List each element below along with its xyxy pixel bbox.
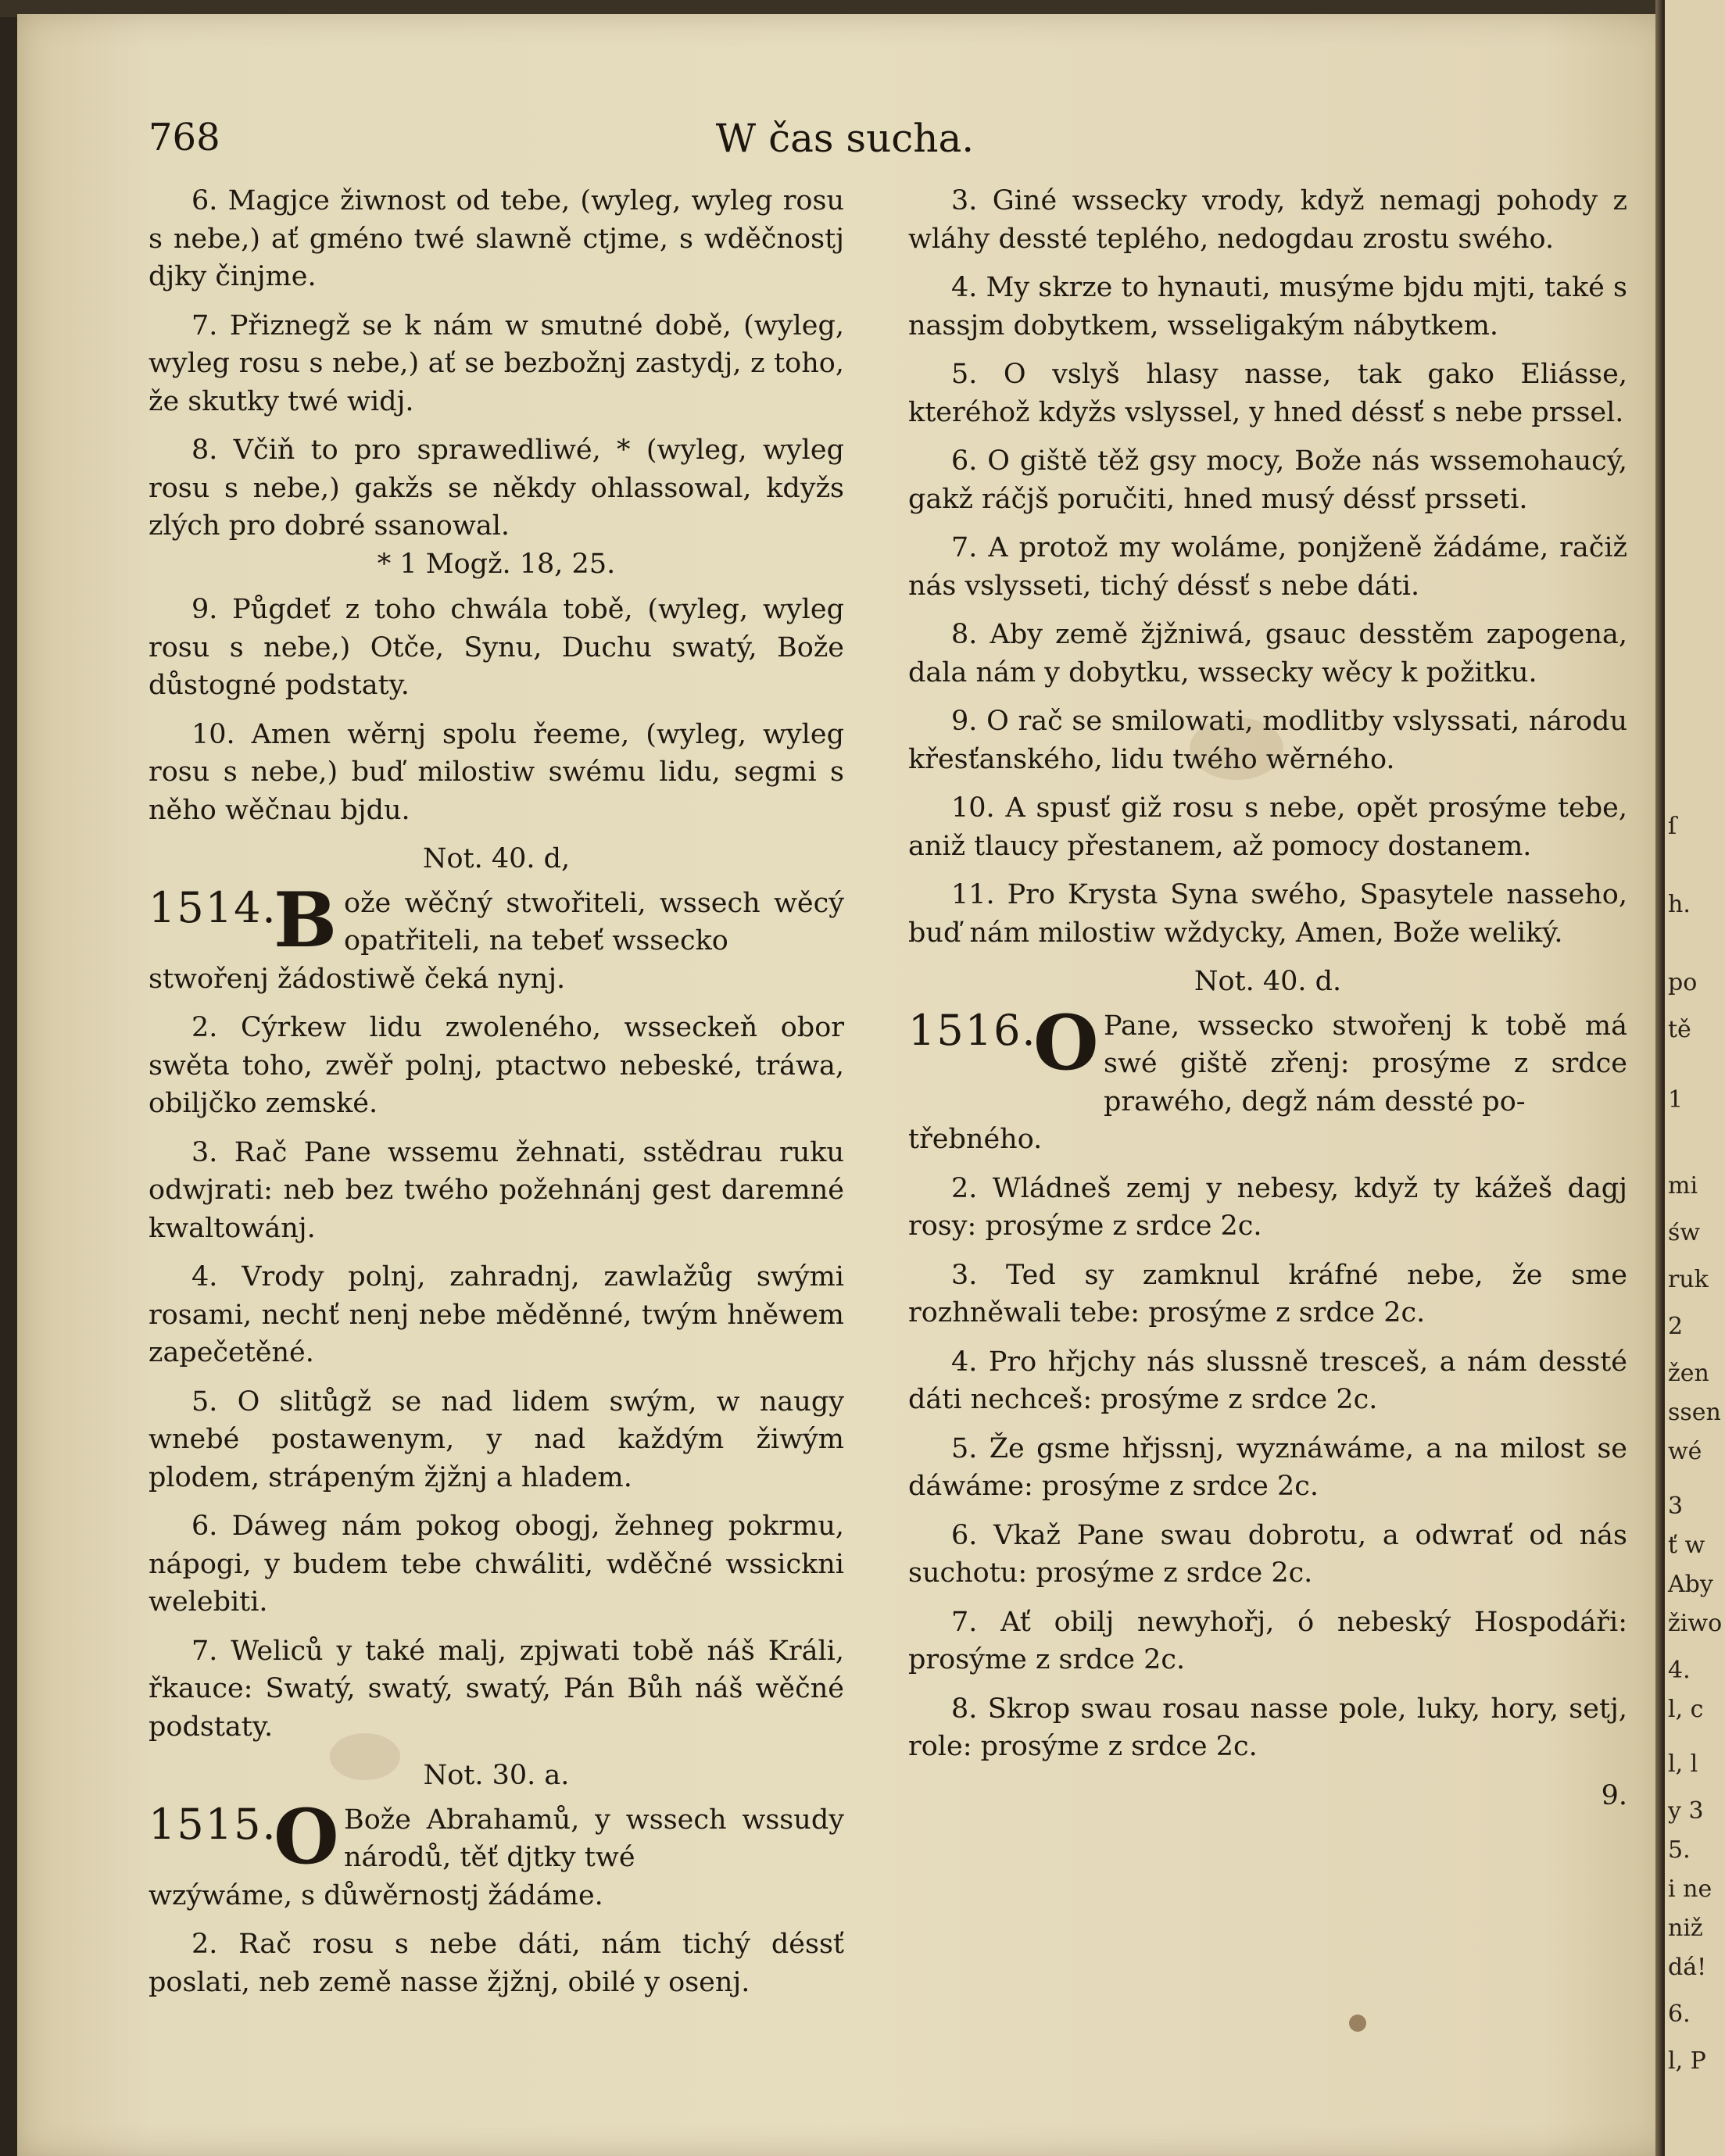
next-page-fragment: žen (1668, 1360, 1709, 1387)
verse: 6. Vkaž Pane swau dobrotu, a odwrať od nás suchotu: prosýme z srdce 2c. (908, 1519, 1627, 1589)
next-page-fragment: h. (1668, 891, 1691, 918)
verse: 6. O giště těž gsy mocy, Bože nás wssemohaucý, gakž ráčjš poručiti, hned musý déssť prsseti. (908, 445, 1627, 515)
hymn-1514 (149, 875, 844, 999)
next-page-fragment: l, P (1668, 2047, 1706, 2075)
running-head (17, 116, 1673, 170)
hymn-1515 (149, 1792, 844, 1915)
next-page-fragment: 4. (1668, 1657, 1691, 1684)
next-page-fragment: 1 (1668, 1086, 1684, 1114)
next-page-fragment: l, l (1668, 1750, 1698, 1778)
hymn-1516 (908, 998, 1627, 1159)
verse: 5. O slitůgž se nad lidem swým, w naugy wnebé postawenym, y nad každým žiwým plodem, strápeným žjžnj a hladem. (149, 1385, 844, 1493)
next-page-fragment: mi (1668, 1172, 1698, 1200)
next-page-edge (1665, 0, 1725, 2156)
verse: 10. A spusť giž rosu s nebe, opět prosýme tebe, aniž tlaucy přestanem, až pomocy dostanem. (908, 792, 1627, 862)
left-column (149, 182, 844, 2012)
verse: 7. Ať obilj newyhořj, ó nebeský Hospodáři: prosýme z srdce 2c. (908, 1606, 1627, 1675)
hymn-number: 1515. (149, 1799, 277, 1849)
verse: 4. My skrze to hynauti, musýme bjdu mjti, také s nassjm dobytkem, wsseligakým nábytkem. (908, 272, 1627, 341)
verse: 8. Včiň to pro sprawedliwé, * (wyleg, wyleg rosu s nebe,) gakžs se někdy ohlassowal, kdyžs zlých pro dobré ssanowal. (149, 434, 844, 542)
verse: 2. Cýrkew lidu zwoleného, wsseckeň obor swěta toho, zwěř polnj, ptactwo nebeské, tráwa, obiljčko zemské. (149, 1012, 844, 1119)
melody-note: Not. 30. a. (423, 1760, 570, 1791)
verse: 5. Že gsme hřjssnj, wyznáwáme, a na milost se dáwáme: prosýme z srdce 2c. (908, 1432, 1627, 1502)
verse: 9. O rač se smilowati, modlitby vslyssati, národu křesťanského, lidu twého wěrného. (908, 706, 1627, 775)
hymn-number: 1516. (908, 1005, 1037, 1055)
verse: 3. Giné wssecky vrody, když nemagj pohody z wláhy dessté teplého, nedogdau zrostu swého. (908, 185, 1627, 255)
verse: 3. Rač Pane wssemu žehnati, sstědrau ruku odwjrati: neb bez twého požehnánj gest daremné kwaltowánj. (149, 1136, 844, 1244)
running-title: W čas sucha. (715, 116, 975, 161)
next-page-fragment: i ne (1668, 1875, 1712, 1903)
ink-spot (1349, 2015, 1366, 2032)
verse: 7. Weliců y také malj, zpjwati tobě náš Králi, řkauce: Swatý, swatý, swatý, Pán Bůh náš wěčné podstaty. (149, 1635, 844, 1743)
verse: 8. Aby země žjžniwá, gsauc desstěm zapogena, dala nám y dobytku, wssecky wěcy k požitku. (908, 619, 1627, 688)
hymn-first-line: Pane, wssecko stwořenj k tobě má swé giště zřenj: prosýme z srdce prawého, degž nám dessté po- (1104, 1010, 1627, 1117)
verse: 3. Ted sy zamknul kráfné nebe, že sme rozhněwali tebe: prosýme z srdce 2c. (908, 1259, 1627, 1328)
next-page-fragment: Aby (1668, 1571, 1713, 1598)
verse: 5. O vslyš hlasy nasse, tak gako Eliásse, kteréhož kdyžs vslyssel, y hned déssť s nebe prssel. (908, 359, 1627, 428)
next-page-fragment: ruk (1668, 1266, 1709, 1293)
verse: 7. Přiznegž se k nám w smutné době, (wyleg, wyleg rosu s nebe,) ať se bezbožnj zastydj, z toho, že skutky twé widj. (149, 309, 844, 417)
hymn-first-line-continuation: stwořenj žádostiwě čeká nynj. (149, 963, 566, 995)
verse: 8. Skrop swau rosau nasse pole, luky, hory, setj, role: prosýme z srdce 2c. (908, 1693, 1627, 1762)
verse: 6. Magjce žiwnost od tebe, (wyleg, wyleg rosu s nebe,) ať gméno twé slawně ctjme, s wděčnostj djky činjme. (149, 185, 844, 292)
page-number: 768 (149, 116, 220, 159)
next-page-fragment: 3 (1668, 1493, 1684, 1520)
verse: 4. Vrody polnj, zahradnj, zawlažůg swými rosami, nechť nenj nebe měděnné, twým hněwem zapečetěné. (149, 1261, 844, 1368)
next-page-fragment: dá! (1668, 1954, 1707, 1981)
next-page-fragment: y 3 (1668, 1797, 1704, 1825)
verse: 2. Wládneš zemj y nebesy, když ty kážeš dagj rosy: prosýme z srdce 2c. (908, 1172, 1627, 1242)
hymn-first-line-continuation: wzýwáme, s důwěrnostj žádáme. (149, 1879, 603, 1911)
verse: 10. Amen wěrnj spolu řeeme, (wyleg, wyleg rosu s nebe,) buď milostiw swému lidu, segmi s něho wěčnau bjdu. (149, 718, 844, 826)
drop-initial: O (274, 1792, 339, 1881)
next-page-fragment: 6. (1668, 2000, 1691, 2028)
footnote: * 1 Mogž. 18, 25. (377, 548, 616, 580)
right-column (908, 182, 1627, 1815)
melody-note: Not. 40. d. (1194, 966, 1342, 997)
drop-initial: B (274, 875, 338, 964)
book-page (17, 14, 1673, 2156)
catchword: 9. (1601, 1779, 1627, 1811)
next-page-fragment: niž (1668, 1915, 1703, 1942)
next-page-fragment: po (1668, 969, 1698, 996)
hymn-number: 1514. (149, 882, 277, 932)
next-page-fragment: ť w (1668, 1532, 1705, 1559)
next-page-fragment: ssen (1668, 1399, 1721, 1426)
next-page-fragment: wé (1668, 1438, 1702, 1465)
hymn-first-line: Bože Abrahamů, y wssech wssudy národů, těť djtky twé (344, 1804, 844, 1873)
next-page-fragment: 2 (1668, 1313, 1684, 1340)
next-page-fragment: 5. (1668, 1836, 1691, 1864)
hymn-first-line: ože wěčný stwořiteli, wssech wěcý opatřiteli, na tebeť wssecko (344, 887, 844, 956)
verse: 2. Rač rosu s nebe dáti, nám tichý déssť poslati, neb země nasse žjžnj, obilé y osenj. (149, 1929, 844, 1998)
next-page-fragment: tě (1668, 1016, 1691, 1043)
next-page-fragment: św (1668, 1219, 1701, 1246)
next-page-fragment: l, c (1668, 1696, 1704, 1723)
verse: 7. A protož my woláme, ponjženě žádáme, račiž nás vslysseti, tichý déssť s nebe dáti. (908, 532, 1627, 602)
next-page-fragment: žiwo (1668, 1610, 1723, 1637)
verse: 4. Pro hřjchy nás slussně tresceš, a nám dessté dáti nechceš: prosýme z srdce 2c. (908, 1346, 1627, 1415)
melody-note: Not. 40. d, (422, 843, 571, 874)
next-page-fragment: ſ (1668, 813, 1677, 840)
hymn-first-line-continuation: třebného. (908, 1124, 1043, 1155)
verse: 9. Půgdeť z toho chwála tobě, (wyleg, wyleg rosu s nebe,) Otče, Synu, Duchu swatý, Bože důstogné podstaty. (149, 594, 844, 701)
verse: 11. Pro Krysta Syna swého, Spasytele nasseho, buď nám milostiw wždycky, Amen, Bože weliký. (908, 879, 1627, 949)
verse: 6. Dáweg nám pokog obogj, žehneg pokrmu, nápogi, y budem tebe chwáliti, wděčné wssickni welebiti. (149, 1511, 844, 1618)
drop-initial: O (1033, 998, 1099, 1087)
